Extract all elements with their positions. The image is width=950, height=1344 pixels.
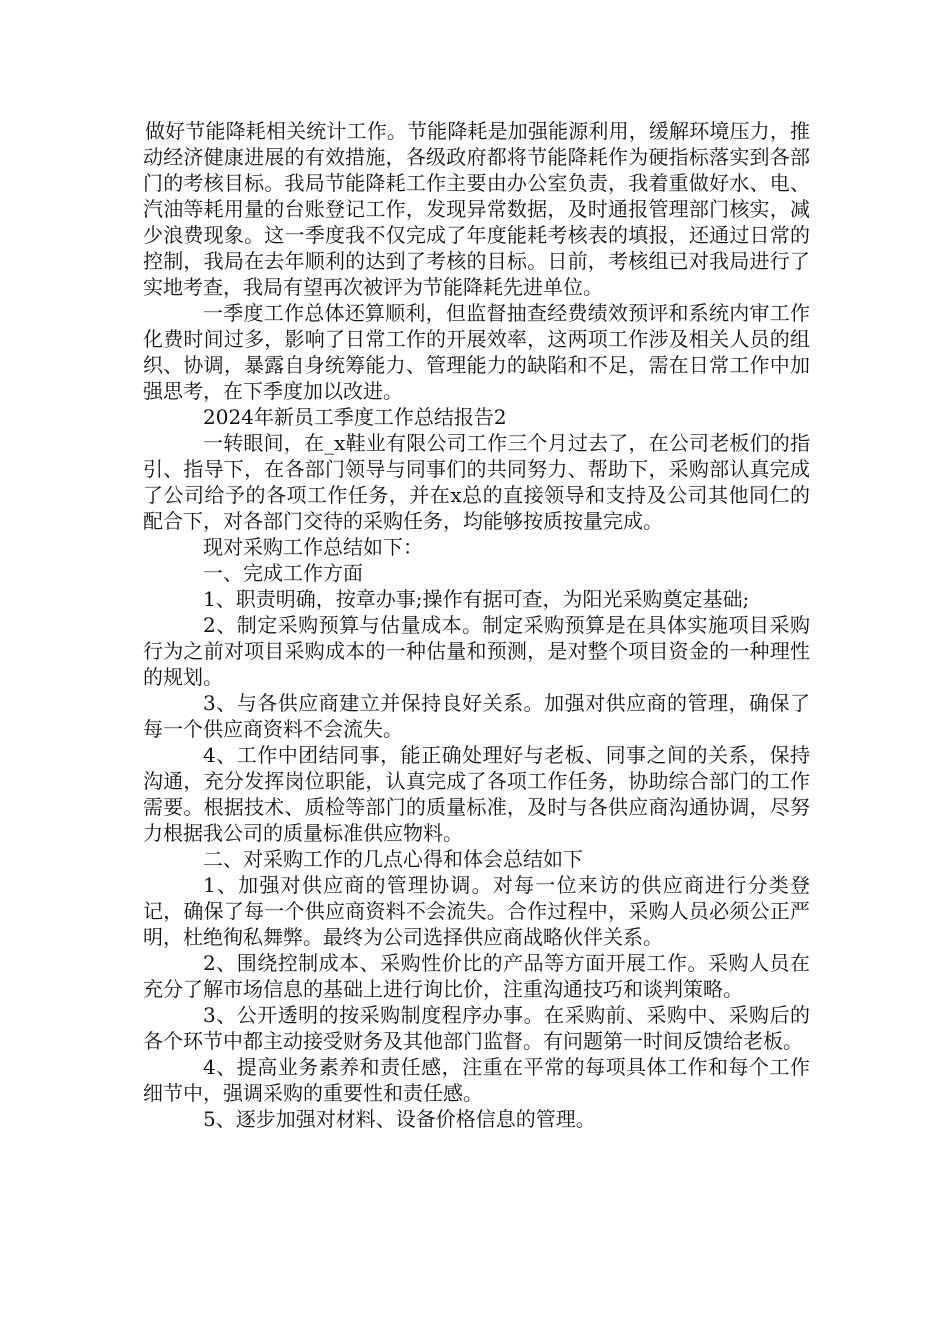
- paragraph-intro: 一转眼间，在_x鞋业有限公司工作三个月过去了，在公司老板们的指引、指导下，在各部门领导与同事们的共同努力、帮助下，采购部认真完成了公司给予的各项工作任务，并在x总的直接领导和支持及公司其他同仁的配合下，对各部门交待的采购任务，均能够按质按量完成。: [143, 431, 810, 533]
- insight-item-1: 1、加强对供应商的管理协调。对每一位来访的供应商进行分类登记，确保了每一个供应商资料不会流失。合作过程中，采购人员必须公正严明，杜绝徇私舞弊。最终为公司选择供应商战略伙伴关系。: [143, 873, 810, 949]
- section-title-report-2: 2024年新员工季度工作总结报告2: [203, 405, 507, 429]
- paragraph-energy-saving: 做好节能降耗相关统计工作。节能降耗是加强能源利用，缓解环境压力，推动经济健康进展的有效措施，各级政府都将节能降耗作为硬指标落实到各部门的考核目标。我局节能降耗工作主要由办公室负责，我着重做好水、电、汽油等耗用量的台账登记工作，发现异常数据，及时通报管理部门核实，减少浪费现象。这一季度我不仅完成了年度能耗考核表的填报，还通过日常的控制，我局在去年顺利的达到了考核的目标。日前，考核组已对我局进行了实地考查，我局有望再次被评为节能降耗先进单位。: [143, 119, 810, 299]
- list-item-4: 4、工作中团结同事，能正确处理好与老板、同事之间的关系，保持沟通，充分发挥岗位职能，认真完成了各项工作任务，协助综合部门的工作需要。根据技术、质检等部门的质量标准，及时与各供应商沟通协调，尽努力根据我公司的质量标准供应物料。: [143, 743, 810, 845]
- list-item-3: 3、与各供应商建立并保持良好关系。加强对供应商的管理，确保了每一个供应商资料不会流失。: [143, 691, 810, 741]
- list-item-2: 2、制定采购预算与估量成本。制定采购预算是在具体实施项目采购行为之前对项目采购成本的一种估量和预测，是对整个项目资金的一种理性的规划。: [143, 613, 810, 689]
- insight-item-4: 4、提高业务素养和责任感，注重在平常的每项具体工作和每个工作细节中，强调采购的重要性和责任感。: [143, 1055, 810, 1105]
- insight-item-5: 5、逐步加强对材料、设备价格信息的管理。: [203, 1107, 596, 1131]
- paragraph-quarter-summary: 一季度工作总体还算顺利，但监督抽查经费绩效预评和系统内审工作化费时间过多，影响了日常工作的开展效率，这两项工作涉及相关人员的组织、协调，暴露自身统筹能力、管理能力的缺陷和不足，需在日常工作中加强思考，在下季度加以改进。: [143, 301, 810, 403]
- insight-item-3: 3、公开透明的按采购制度程序办事。在采购前、采购中、采购后的各个环节中都主动接受财务及其他部门监督。有问题第一时间反馈给老板。: [143, 1003, 810, 1053]
- list-item-1: 1、职责明确，按章办事;操作有据可查，为阳光采购奠定基础;: [203, 587, 750, 611]
- heading-insights: 二、对采购工作的几点心得和体会总结如下: [203, 847, 583, 871]
- insight-item-2: 2、围绕控制成本、采购性价比的产品等方面开展工作。采购人员在充分了解市场信息的基础上进行询比价，注重沟通技巧和谈判策略。: [143, 951, 810, 1001]
- heading-work-completed: 一、完成工作方面: [203, 561, 363, 585]
- paragraph-summary-lead: 现对采购工作总结如下：: [203, 535, 423, 559]
